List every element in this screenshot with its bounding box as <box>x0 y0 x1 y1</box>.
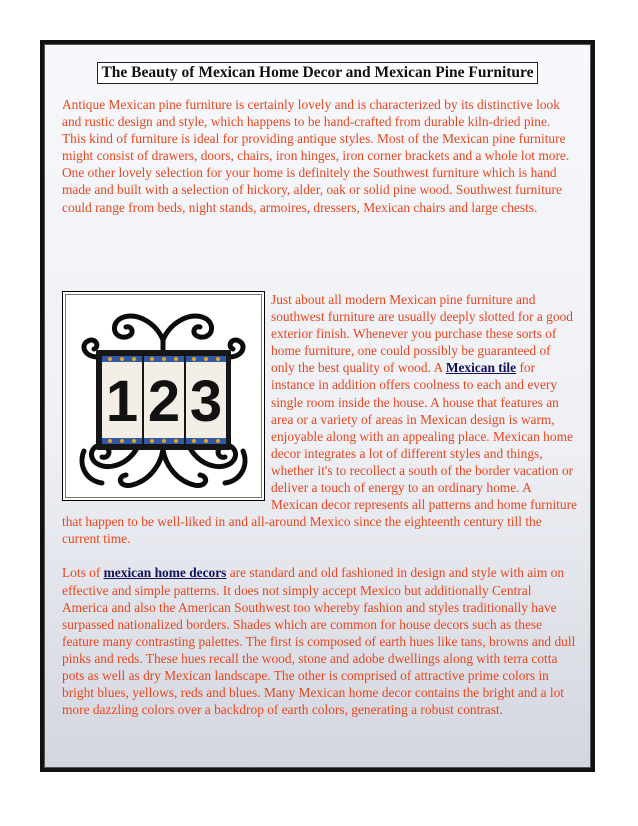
paragraph3-text-after: are standard and old fashioned in design and style with aim on effective and simple patterns. It does not simply accept Mexico but additionally Central America and also the American Southwest too whereby fashion and styles traditionally have surpassed nationalized borders. Shades which are common for house decors such as these feature many contrasting palettes. The first is composed of earth hues like tans, browns and dull pinks and reds. These hues recall the wood, stone and adobe dwellings along with terra cotta pots as well as dry Mexican landscape. The other is comprised of attractive prime colors in bright blues, yellows, reds and blues. Many Mexican home decor contains the bright and a lot more dazzling colors over a backdrop of earth colors, generating a robust contrast. <box>62 565 576 718</box>
paragraph-intro: Antique Mexican pine furniture is certainly lovely and is characterized by its distinctive look and rustic design and style, which happens to be hand-crafted from durable kiln-dried pine. This kind of furniture is ideal for providing antique styles. Most of the Mexican pine furniture might consist of drawers, doors, chairs, iron hinges, iron corner brackets and a whole lot more. One other lovely selection for your home is definitely the Southwest furniture which is hand made and built with a selection of hickory, alder, oak or solid pine wood. Southwest furniture could range from beds, night stands, armoires, dressers, Mexican chairs and large chests. <box>62 97 570 215</box>
content-with-image <box>62 291 577 718</box>
tile-digit-2: 2 <box>147 369 181 434</box>
wrought-iron-tile-frame-icon <box>66 295 261 497</box>
paragraph2-text-before: Just about all modern Mexican pine furniture and southwest furniture are usually deeply slotted for a good exterior finish. Whenever you purchase these sorts of home furniture, one could possibly be guaranteed of only the best quality of wood. A <box>271 292 573 376</box>
paragraph-home-decors <box>62 564 577 718</box>
mexican-home-decors-link[interactable]: mexican home decors <box>103 565 227 581</box>
image-inner-border <box>65 294 262 498</box>
house-number-tile-image <box>62 291 265 501</box>
paragraph2-text-after: for instance in addition offers coolness to each and every single room inside the house. A house that features an area or a variety of areas in Mexican design is warm, enjoyable along with an appealing place. Mexican home decor integrates a lot of different styles and things, whether it's to recollect a south of the border vacation or deliver a touch of energy to an ordinary home. A Mexican decor represents all patterns and home furniture that happen to be well-liked in and all-around Mexico since the eighteenth century till the current time. <box>62 360 578 547</box>
title-wrap <box>44 62 591 84</box>
paragraph3-text-before: Lots of <box>62 565 104 581</box>
document-page <box>40 40 595 772</box>
mexican-tile-link[interactable]: Mexican tile <box>445 360 517 376</box>
tile-digit-3: 3 <box>189 369 223 434</box>
page-title: The Beauty of Mexican Home Decor and Mexican Pine Furniture <box>97 62 537 84</box>
tile-digit-1: 1 <box>105 369 139 434</box>
